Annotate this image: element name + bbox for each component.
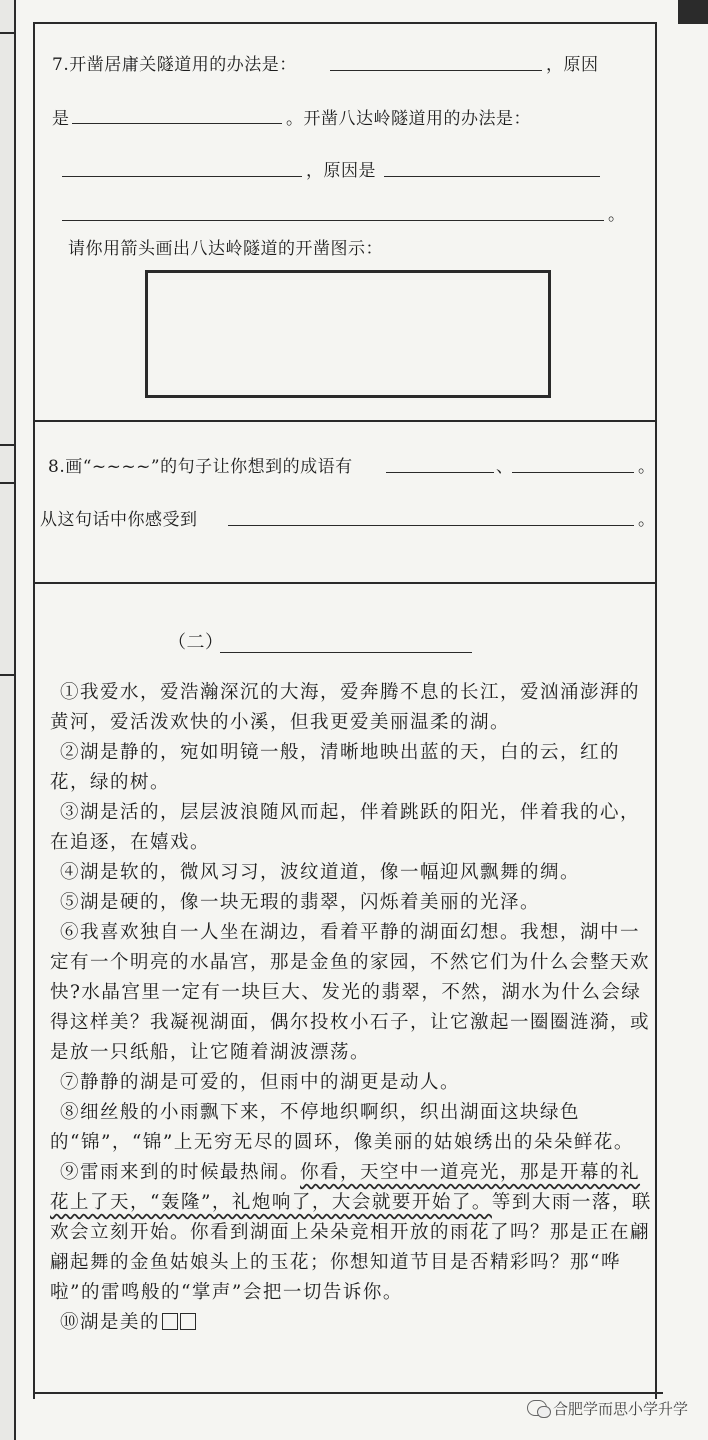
q7-draw-prompt: 请你用箭头画出八达岭隧道的开凿图示： (68, 239, 383, 259)
q8-text: 。 (638, 457, 656, 477)
q8-prompt: 8.画“~~~~”的句子让你想到的成语有 (48, 457, 353, 477)
passage-paragraph-5: ⑤湖是硬的，像一块无瑕的翡翠，闪烁着美丽的光泽。 (60, 892, 541, 913)
q7-text: ，原因是 (306, 161, 376, 181)
photo-corner (678, 0, 708, 24)
adjacent-page-box (0, 32, 16, 446)
paragraph-10-text: ⑩湖是美的 (60, 1312, 161, 1333)
passage-paragraph-3: ③湖是活的，层层波浪随风而起，伴着跳跃的阳光，伴着我的心，在追逐，在嬉戏。 (50, 802, 641, 853)
q8-text: 、 (496, 457, 514, 477)
passage-paragraph-1: ①我爱水，爱浩瀚深沉的大海，爱奔腾不息的长江，爱汹涌澎湃的黄河，爱活泼欢快的小溪，但我更爱美丽温柔的湖。 (50, 682, 641, 733)
q7-prompt: 7.开凿居庸关隧道用的办法是： (52, 55, 297, 75)
passage-paragraph-6: ⑥我喜欢独自一人坐在湖边，看着平静的湖面幻想。我想，湖中一定有一个明亮的水晶宫，那是金鱼的家园，不然它们为什么会整天欢快?水晶宫里一定有一块巨大、发光的翡翠，不然，湖水为什么会绿得这样美？我凝视湖面，偶尔投枚小石子，让它激起一圈圈涟漪，或是放一只纸船，让它随着湖波漂荡。 (50, 922, 651, 1063)
q7-text: 。 (608, 205, 626, 225)
q8-answer-blank-idiom2[interactable] (512, 472, 634, 473)
q7-answer-blank-reason2-cont[interactable] (62, 220, 604, 221)
adjacent-page-box (0, 482, 16, 676)
q7-answer-blank-method1[interactable] (330, 70, 542, 71)
watermark (527, 1398, 688, 1419)
q8-answer-blank-feeling[interactable] (228, 525, 634, 526)
title-answer-blank[interactable] (220, 652, 472, 653)
passage-paragraph-8: ⑧细丝般的小雨飘下来，不停地织啊织，织出湖面这块绿色的“锦”，“锦”上无穷无尽的圆环，像美丽的姑娘绣出的朵朵鲜花。 (50, 1102, 634, 1153)
q7-answer-blank-reason2[interactable] (384, 176, 600, 177)
paragraph-9-rest: 等到大雨一落，联欢会立刻开始。你看到湖面上朵朵竞相开放的雨花了吗？那是正在翩翩起舞的金鱼姑娘头上的玉花；你想知道节目是否精彩吗？那“哗啦”的雷鸣般的“掌声”会把一切告诉你。 (50, 1192, 652, 1303)
drawing-answer-box[interactable] (145, 270, 551, 398)
wechat-icon (527, 1400, 547, 1416)
frame-bottom-border (33, 1392, 663, 1394)
q7-answer-blank-reason1[interactable] (72, 123, 282, 124)
passage-paragraph-7: ⑦静静的湖是可爱的，但雨中的湖更是动人。 (60, 1072, 461, 1093)
paragraph-9-opening: ⑨雷雨来到的时候最热闹。 (60, 1162, 301, 1183)
section-label: （二） (168, 632, 224, 653)
wavy-underlined-sentence: 你看，天空中一道亮光，那是开幕的礼花上了天，“轰隆”，礼炮响了，大会就要开始了。 (50, 1162, 641, 1213)
passage-paragraph-9 (50, 1158, 655, 1308)
q7-text: 。开凿八达岭隧道用的办法是： (286, 109, 531, 129)
q7-text: ，原因 (546, 55, 599, 75)
answer-box-1[interactable] (162, 1313, 178, 1330)
passage-paragraph-4: ④湖是软的，微风习习，波纹道道，像一幅迎风飘舞的绸。 (60, 862, 581, 883)
q8-prompt-2: 从这句话中你感受到 (40, 510, 198, 530)
section-divider (33, 582, 655, 584)
passage-paragraph-10 (50, 1308, 655, 1338)
section-divider (33, 420, 655, 422)
q8-text: 。 (638, 510, 656, 530)
watermark-text: 合肥学而思小学升学 (552, 1400, 688, 1418)
answer-box-2[interactable] (180, 1313, 196, 1330)
q7-text: 是 (52, 109, 70, 129)
passage (50, 678, 655, 1338)
q8-answer-blank-idiom1[interactable] (386, 472, 494, 473)
passage-paragraph-2: ②湖是静的，宛如明镜一般，清晰地映出蓝的天，白的云，红的花，绿的树。 (50, 742, 621, 793)
q7-answer-blank-method2[interactable] (62, 176, 302, 177)
